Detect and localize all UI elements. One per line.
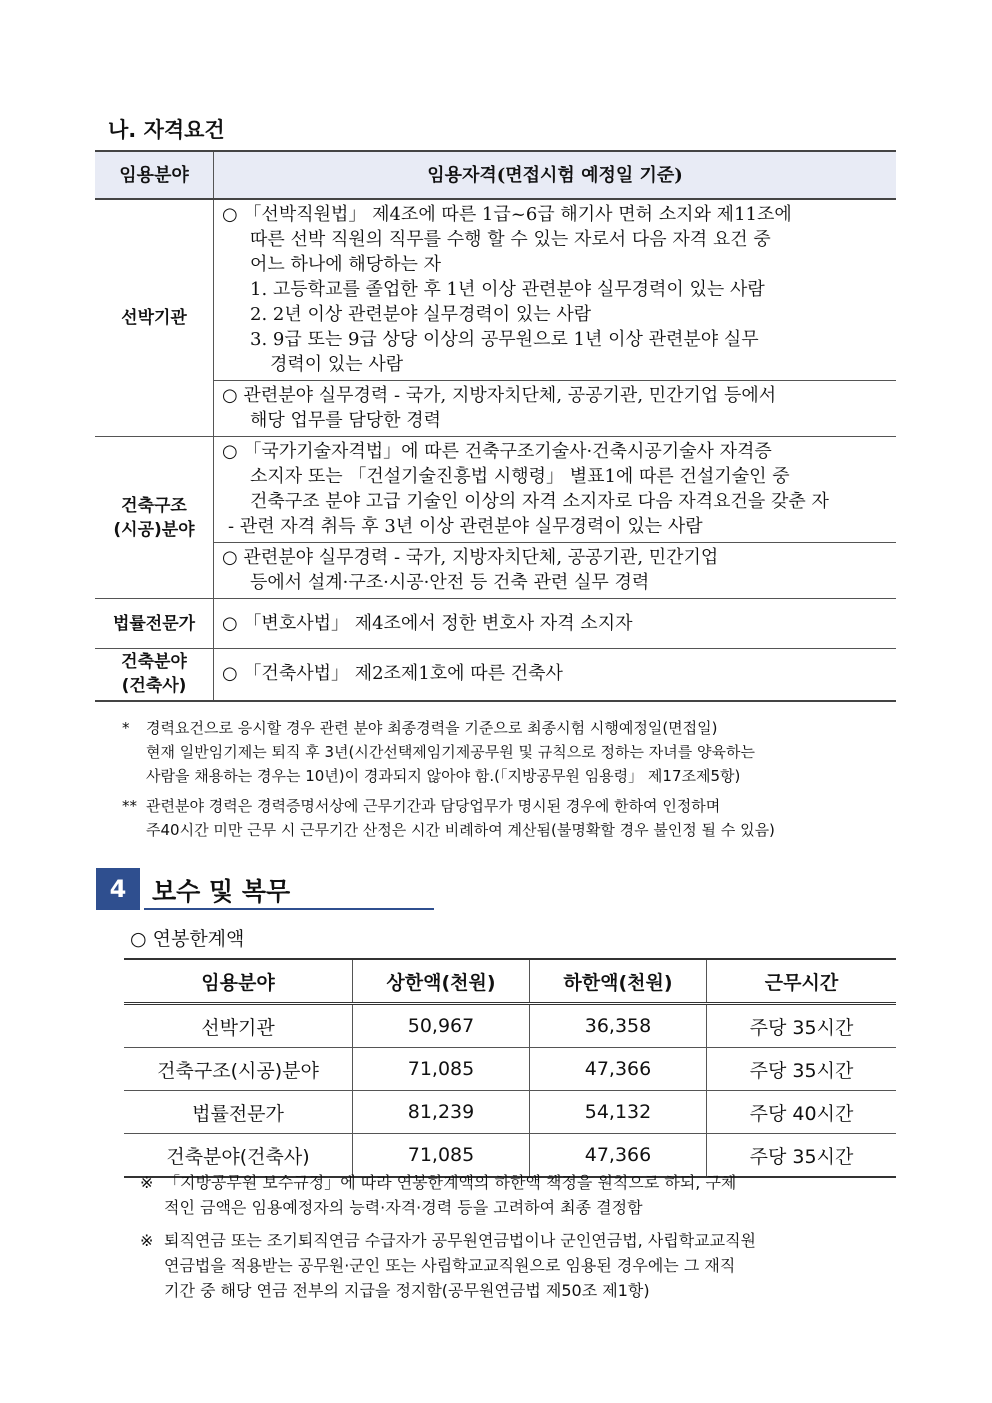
header-qualification: 임용자격(면접시험 예정일 기준) bbox=[214, 151, 897, 199]
footnote-pension: ※ 퇴직연금 또는 조기퇴직연금 수급자가 공무원연금법이나 군인연금법, 사립학교교직원 연금법을 적용받는 공무원·군인 또는 사립학교교직원으로 임용된 경우에는 그 재직 기간 중 해당 연금 전부의 지급을 정지함(공무원연금법 제50조 제1항) bbox=[140, 1231, 757, 1300]
pay-header-hours: 근무시간 bbox=[707, 959, 897, 1004]
field-architect: 건축분야 (건축사) bbox=[95, 649, 214, 701]
qualification-notes bbox=[118, 716, 900, 848]
note-career-certificate: ** 관련분야 경력은 경력증명서상에 근무기간과 담당업무가 명시된 경우에 한하여 인정하며 주40시간 미만 근무 시 근무기간 산정은 시간 비례하여 계산됨(불명확할 경우 불인정 될 수 있음) bbox=[122, 797, 775, 839]
footnote-salary-rule: ※ 「지방공무원 보수규정」에 따라 연봉한계액의 하한액 책정을 원칙으로 하되, 구체 적인 금액은 임용예정자의 능력·자격·경력 등을 고려하여 최종 결정함 bbox=[140, 1173, 737, 1217]
table-row: 선박기관 50,967 36,358 주당 35시간 bbox=[124, 1004, 896, 1048]
header-field: 임용분야 bbox=[95, 151, 214, 199]
note-career-period: * 경력요건으로 응시할 경우 관련 분야 최종경력을 기준으로 최종시험 시행예정일(면접일) 현재 일반임기제는 퇴직 후 3년(시간선택제임기제공무원 및 규칙으로 정하는 자녀를 양육하는 사람을 채용하는 경우는 10년)이 경과되지 않아야 함.(「지방공무원 임용령」 제17조제5항) bbox=[122, 719, 755, 785]
section-underline bbox=[144, 908, 434, 910]
table-row: 법률전문가 81,239 54,132 주당 40시간 bbox=[124, 1091, 896, 1134]
salary-subtitle: ○ 연봉한계액 bbox=[130, 928, 245, 950]
section-title-qualifications: 나. 자격요건 bbox=[108, 118, 225, 142]
section-4-header bbox=[96, 868, 434, 910]
ship-qual-1: ○ 「선박직원법」 제4조에 따른 1급~6급 해기사 면허 소지와 제11조에 따른 선박 직원의 직무를 수행 할 수 있는 자로서 다음 자격 요건 중 어느 하나에 해당하는 자 1. 고등학교를 졸업한 후 1년 이상 관련분야 실무경력이 있는 사람 2. 2년 이상 관련분야 실무경력이 있는 사람 3. 9급 또는 9급 상당 이상의 공무원으로 1년 이상 관련분야 실무 경력이 있는 사람 bbox=[214, 199, 897, 381]
table-row: 건축분야(건축사) 71,085 47,366 주당 35시간 bbox=[124, 1134, 896, 1178]
qualification-table bbox=[95, 150, 896, 702]
pay-header-upper: 상한액(천원) bbox=[353, 959, 530, 1004]
arch-qual-2: ○ 관련분야 실무경력 - 국가, 지방자치단체, 공공기관, 민간기업 등에서 설계·구조·시공·안전 등 건축 관련 실무 경력 bbox=[214, 543, 897, 599]
field-legal-expert: 법률전문가 bbox=[95, 599, 214, 649]
field-ship-engine: 선박기관 bbox=[95, 199, 214, 437]
ship-qual-2: ○ 관련분야 실무경력 - 국가, 지방자치단체, 공공기관, 민간기업 등에서 해당 업무를 담당한 경력 bbox=[214, 381, 897, 437]
law-qual: ○ 「변호사법」 제4조에서 정한 변호사 자격 소지자 bbox=[214, 599, 897, 649]
arch-qual-1: ○ 「국가기술자격법」에 따른 건축구조기술사·건축시공기술사 자격증 소지자 또는 「건설기술진흥법 시행령」 별표1에 따른 건설기술인 중 건축구조 분야 고급 기술인 이상의 자격 소지자로 다음 자격요건을 갖춘 자 - 관련 자격 취득 후 3년 이상 관련분야 실무경력이 있는 사람 bbox=[214, 437, 897, 543]
field-architecture-structure: 건축구조 (시공)분야 bbox=[95, 437, 214, 599]
architect-qual: ○ 「건축사법」 제2조제1호에 따른 건축사 bbox=[214, 649, 897, 701]
pay-header-field: 임용분야 bbox=[124, 959, 353, 1004]
salary-table bbox=[124, 958, 896, 1178]
section-number-badge: 4 bbox=[96, 868, 140, 910]
salary-footnotes bbox=[140, 1170, 898, 1311]
section-4-title: 보수 및 복무 bbox=[152, 877, 291, 906]
pay-header-lower: 하한액(천원) bbox=[530, 959, 707, 1004]
table-row: 건축구조(시공)분야 71,085 47,366 주당 35시간 bbox=[124, 1048, 896, 1091]
